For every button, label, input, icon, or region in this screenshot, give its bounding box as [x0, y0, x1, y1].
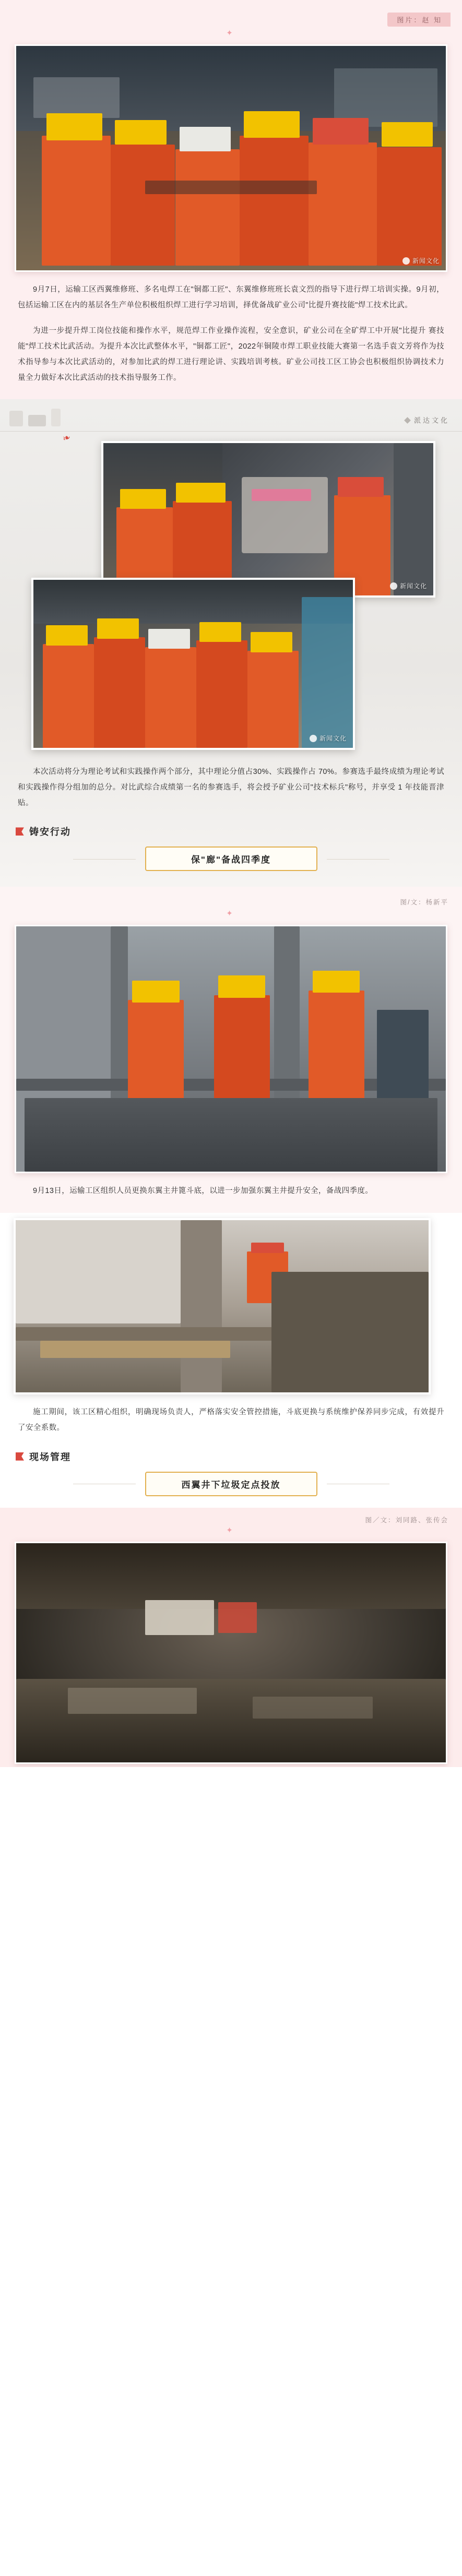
watermark-icon [390, 582, 397, 590]
section-competition-rules [0, 399, 462, 887]
photo-welding-training [16, 46, 446, 270]
decor-red-mark: ❧ [61, 432, 72, 445]
photo-site-work [16, 1220, 429, 1392]
watermark-news-culture [402, 256, 440, 265]
banner-wrap [0, 838, 462, 871]
watermark-news-culture [390, 581, 427, 590]
photo-canvas [103, 443, 433, 595]
flag-icon [16, 827, 24, 836]
heading-text: 现场管理 [29, 1451, 71, 1462]
paragraph-3: 本次活动将分为理论考试和实践操作两个部分，其中理论分值占30%、实践操作占 70%。参赛选手最终成绩为理论考试和实践操作得分组加的总分。对比武综合成绩第一名的参赛选手，将会授予矿业公司"技术标兵"称号，并享受 1 年技能晋津贴。 [18, 768, 444, 807]
watermark-news-culture [310, 734, 347, 743]
photo-frame-tunnel [15, 1542, 447, 1764]
heading-text: 铸安行动 [29, 827, 71, 838]
ink-header [0, 408, 462, 432]
photo-frame-site [14, 1218, 431, 1394]
paragraph-1: 9月7日，运输工区西翼维修班、多名电焊工在"铜都工匠"、东翼维修班班长袁文烈的指导下进行焊工培训实操。9月初，包括运输工区在内的基层各生产单位积极组织焊工进行学习培训，择优备战矿业公司"比提升赛技能"焊工技术比武。 [18, 285, 444, 309]
heading-site-management [0, 1450, 462, 1463]
decor-sparkle [0, 28, 462, 38]
paragraph-4: 9月13日，运输工区组织人员更换东翼主井篦斗底，以进一步加强东翼主井提升安全，备战四季度。 [33, 1187, 373, 1196]
watermark-text: 新闻文化 [412, 257, 440, 265]
banner-waste-drop-point: 西翼井下垃圾定点投放 [145, 1472, 317, 1496]
banner-wrap-2 [0, 1463, 462, 1496]
photo-shaft-work [16, 926, 446, 1172]
sparkle-icon: ✦ [226, 909, 236, 919]
decor-block-1 [9, 411, 23, 426]
section-label-culture [405, 415, 449, 425]
watermark-icon [402, 257, 410, 265]
flag-icon [16, 1452, 24, 1461]
watermark-icon [310, 735, 317, 742]
photo-canvas [16, 46, 446, 270]
photo-canvas [16, 926, 446, 1172]
photo-inspection-top [101, 441, 435, 598]
sparkle-icon: ✦ [226, 1525, 236, 1535]
diamond-icon [404, 417, 411, 424]
sparkle-icon: ✦ [226, 29, 236, 38]
paragraph-2: 为进一步提升焊工岗位技能和操作水平，规范焊工作业操作流程，安全意识，矿业公司在全矿焊工中开展"比提升 赛技能"焊工技术比武活动。为提升本次比武整体水平，"铜都工匠"，2022年铜陵市焊工职业技能大赛第一名选手袁文芳将作为技术指导参与本次比武活动的，对参加比武的焊工进行理论讲、实践培训考核。矿业公司技工区工协会也积极组织协调技术力量全力做好本次比武活动的技术指导服务工作。 [18, 327, 444, 382]
section-underground-waste [0, 1508, 462, 1767]
photo-frame-shaft [15, 925, 447, 1173]
photo-credit-4: 图／文：刘同路、张传会 [365, 1516, 448, 1524]
photo-credit-3: 图/文：杨新平 [400, 899, 448, 907]
decor-sparkle-2 [0, 909, 462, 919]
photo-underground-tunnel [16, 1543, 446, 1762]
watermark-text: 新闻文化 [319, 735, 347, 743]
banner-q4-readiness: 保"廊"备战四季度 [145, 846, 317, 871]
section-shaft-maintenance [0, 887, 462, 1213]
decor-sparkle-3 [0, 1525, 462, 1535]
section-label-text: 派达文化 [413, 416, 449, 425]
section-site-management [0, 1213, 462, 1507]
watermark-text: 新闻文化 [399, 582, 427, 590]
photo-canvas [16, 1220, 429, 1392]
decor-block-3 [51, 409, 61, 426]
section1-topbar [0, 9, 462, 27]
paragraph-5: 施工期间，该工区精心组织，明确现场负责人，严格落实安全管控措施，斗底更换与系统维护保养同步完成，有效提升了安全系数。 [18, 1408, 444, 1432]
photo-frame-training [15, 44, 447, 272]
section-welding-training [0, 0, 462, 399]
ink-decor-blocks [9, 409, 61, 426]
photo-credit-badge: 图片：赵 知 [387, 13, 451, 27]
photo-collage [13, 441, 449, 754]
photo-canvas [16, 1543, 446, 1762]
photo-canvas [33, 580, 353, 748]
heading-safety-action [0, 825, 462, 838]
photo-inspection-bottom [31, 578, 355, 750]
decor-block-2 [28, 415, 46, 426]
